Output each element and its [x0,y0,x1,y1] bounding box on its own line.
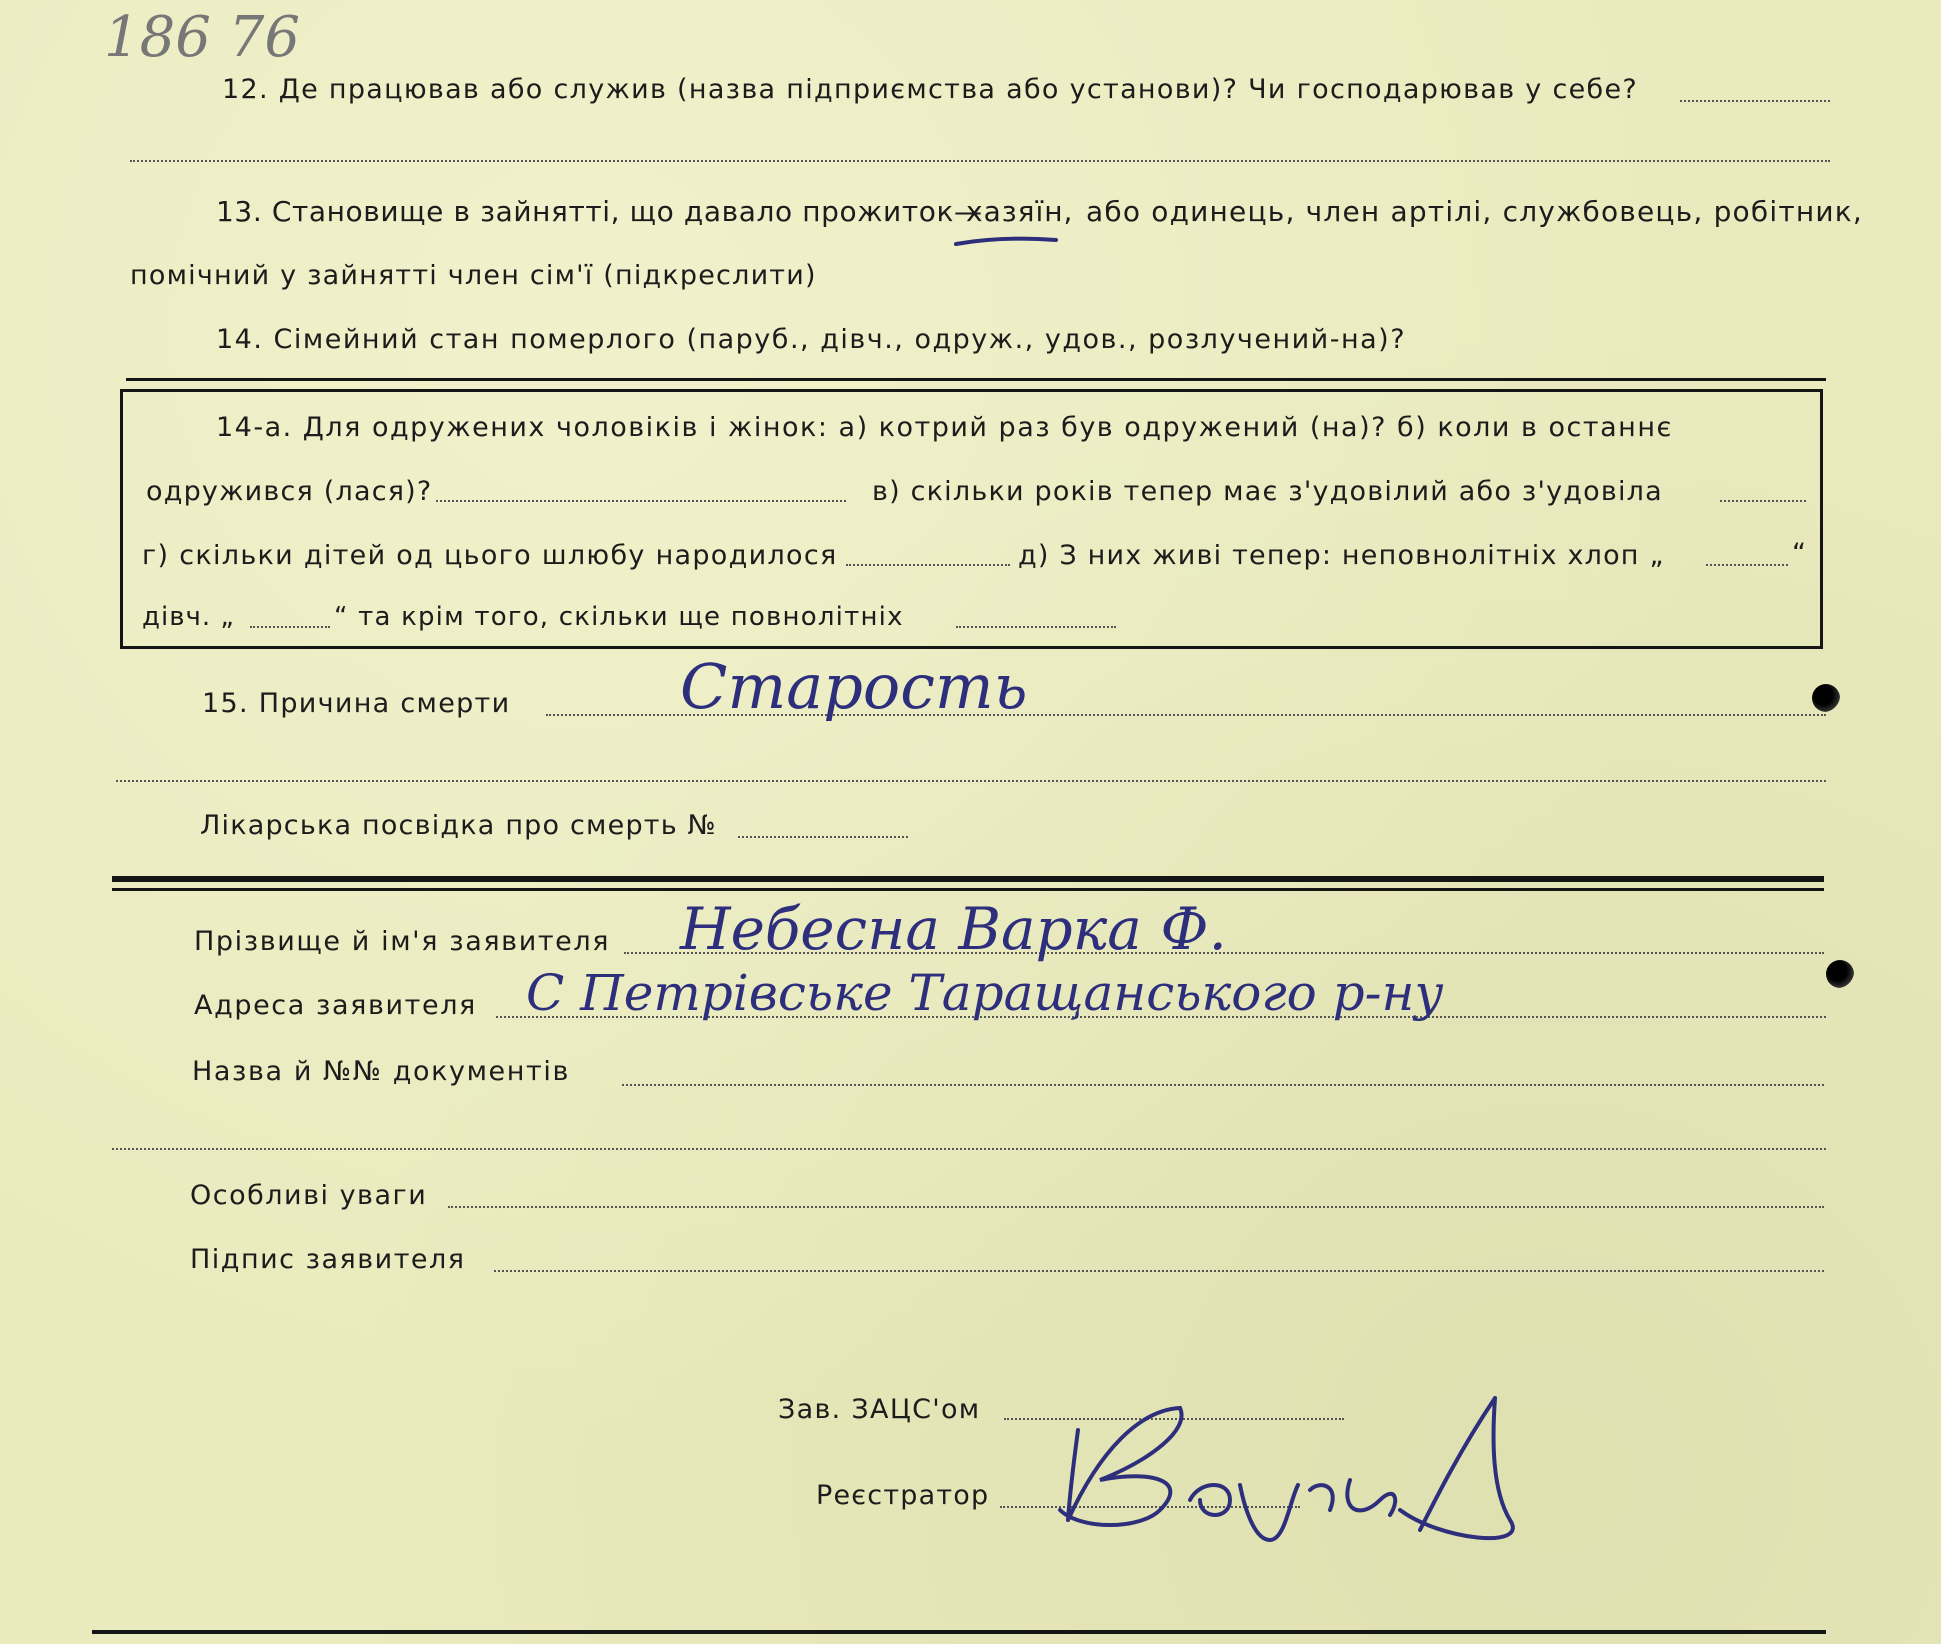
applicant-address-label: Адреса заявителя [194,990,477,1021]
section-rule-thick [112,876,1824,882]
remarks-label: Особливі уваги [190,1180,428,1211]
item-14a-fill-6 [956,626,1116,628]
applicant-name-handwritten: Небесна Варка Ф. [680,895,1227,963]
remarks-fill [448,1206,1824,1208]
item-14a-fill-5 [250,626,330,628]
applicant-signature-label: Підпис заявителя [190,1244,466,1275]
item-14a-fill-4 [1706,564,1788,566]
item-14a-fill-3 [846,564,1010,566]
item-12-fill-line [1680,100,1830,102]
item-14a-line-3b: д) З них живі тепер: неповнолітніх хлоп „ [1018,540,1665,571]
item-14a-line-2b: в) скільки років тепер має з'удовілий або з'удовіла [872,476,1663,507]
item-14a-line-2a: одружився (лася)? [146,476,433,507]
applicant-name-label: Прізвище й ім'я заявителя [194,926,611,957]
item-14a-line-3a: г) скільки дітей од цього шлюбу народилося [142,540,838,571]
zags-head-label: Зав. ЗАЦС'ом [778,1394,981,1425]
section-rule-thin [112,888,1824,891]
archive-number: 186 76 [104,5,300,70]
medical-certificate-label: Лікарська посвідка про смерть № [200,810,717,841]
documents-fill-2 [112,1148,1826,1150]
bottom-rule [92,1630,1826,1634]
item-15-label: 15. Причина смерти [202,688,511,719]
item-14a-line-3c: “ [1792,538,1807,569]
item-13-text-c: помічний у зайнятті член сім'ї (підкреслити) [130,260,817,291]
item-12-fill-line-2 [130,160,1830,162]
item-14-text: 14. Сімейний стан померлого (паруб., дівч., одруж., удов., розлучений-на)? [216,324,1407,355]
applicant-signature-fill [494,1270,1824,1272]
cause-of-death-handwritten: Старость [680,650,1028,723]
item-14a-fill-1 [436,500,846,502]
box-top-rule [126,378,1826,381]
binder-hole-2 [1826,960,1854,988]
item-15-fill-line-2 [116,780,1826,782]
item-14a-line-1: 14-а. Для одружених чоловіків і жінок: а) котрий раз був одружений (на)? б) коли в останнє [216,412,1673,443]
medical-certificate-fill [738,836,908,838]
item-13-underline-mark [952,232,1062,252]
item-12-text: 12. Де працював або служив (назва підприємства або установи)? Чи господарював у себе? [222,74,1639,105]
documents-fill [622,1084,1824,1086]
item-13-underlined-option: хазяїн, [966,195,1074,228]
item-14a-fill-2 [1720,500,1806,502]
registrar-signature [1040,1390,1560,1560]
item-14a-line-4a: дівч. „ [142,602,235,632]
item-14a-line-4b: “ та крім того, скільки ще повнолітніх [334,602,904,632]
documents-label: Назва й №№ документів [192,1056,570,1087]
item-13-text-b: або одинець, член артілі, службовець, робітник, [1086,195,1863,228]
registrar-label: Реєстратор [816,1480,990,1511]
applicant-address-handwritten: С Петрівське Таращанського р-ну [526,964,1444,1022]
item-13-text-a: 13. Становище в зайнятті, що давало прожиток— [216,195,983,228]
binder-hole-1 [1812,684,1840,712]
